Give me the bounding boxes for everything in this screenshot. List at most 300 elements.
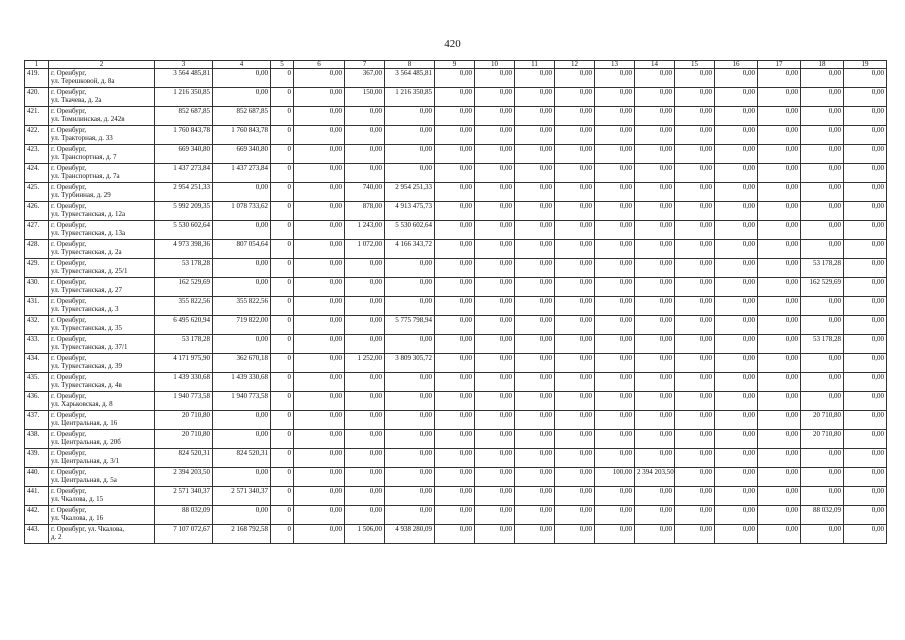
value-cell-14: 0,00 (635, 221, 675, 240)
value-cell-8: 0,00 (385, 297, 435, 316)
address-cell (49, 430, 155, 449)
value-cell-11: 0,00 (515, 183, 555, 202)
value-cell-12: 0,00 (555, 278, 595, 297)
address-line-1: г. Оренбург, (51, 430, 87, 438)
value-cell-13: 0,00 (595, 506, 635, 525)
row-number: 423. (25, 145, 49, 164)
table-body (25, 69, 887, 544)
value-cell-8: 0,00 (385, 107, 435, 126)
value-cell-19: 0,00 (844, 506, 887, 525)
table-row (25, 297, 887, 316)
value-cell-16: 0,00 (715, 392, 758, 411)
value-cell-13: 0,00 (595, 354, 635, 373)
value-cell-14: 0,00 (635, 487, 675, 506)
value-cell-10: 0,00 (475, 164, 515, 183)
value-cell-13: 0,00 (595, 525, 635, 544)
value-cell-4: 362 670,18 (213, 354, 271, 373)
value-cell-14: 0,00 (635, 449, 675, 468)
address-cell (49, 487, 155, 506)
row-number: 421. (25, 107, 49, 126)
value-cell-10: 0,00 (475, 373, 515, 392)
value-cell-9: 0,00 (435, 487, 475, 506)
table-row (25, 88, 887, 107)
value-cell-6: 0,00 (294, 221, 345, 240)
value-cell-10: 0,00 (475, 430, 515, 449)
table-row (25, 468, 887, 487)
value-cell-7: 0,00 (345, 373, 385, 392)
value-cell-12: 0,00 (555, 88, 595, 107)
value-cell-16: 0,00 (715, 107, 758, 126)
value-cell-19: 0,00 (844, 221, 887, 240)
value-cell-7: 0,00 (345, 145, 385, 164)
table-row (25, 221, 887, 240)
column-header-18: 18 (801, 61, 844, 69)
value-cell-16: 0,00 (715, 221, 758, 240)
table-row (25, 411, 887, 430)
value-cell-3: 1 437 273,84 (155, 164, 213, 183)
value-cell-9: 0,00 (435, 183, 475, 202)
address-cell (49, 278, 155, 297)
value-cell-15: 0,00 (675, 449, 715, 468)
value-cell-9: 0,00 (435, 525, 475, 544)
value-cell-7: 1 252,00 (345, 354, 385, 373)
address-line-1: г. Оренбург, (51, 468, 87, 476)
value-cell-19: 0,00 (844, 164, 887, 183)
value-cell-5: 0 (271, 88, 294, 107)
address-line-2: ул. Транспортная, д. 7 (51, 153, 117, 161)
row-number: 436. (25, 392, 49, 411)
value-cell-16: 0,00 (715, 164, 758, 183)
value-cell-7: 1 072,00 (345, 240, 385, 259)
value-cell-16: 0,00 (715, 506, 758, 525)
value-cell-10: 0,00 (475, 316, 515, 335)
address-line-2: ул. Туркестанская, д. 13а (51, 229, 126, 237)
value-cell-15: 0,00 (675, 373, 715, 392)
column-header-7: 7 (345, 61, 385, 69)
value-cell-6: 0,00 (294, 506, 345, 525)
value-cell-13: 0,00 (595, 126, 635, 145)
value-cell-4: 0,00 (213, 278, 271, 297)
value-cell-12: 0,00 (555, 240, 595, 259)
value-cell-12: 0,00 (555, 221, 595, 240)
value-cell-19: 0,00 (844, 259, 887, 278)
value-cell-19: 0,00 (844, 449, 887, 468)
value-cell-15: 0,00 (675, 392, 715, 411)
value-cell-15: 0,00 (675, 468, 715, 487)
value-cell-3: 1 216 350,85 (155, 88, 213, 107)
value-cell-18: 0,00 (801, 392, 844, 411)
value-cell-6: 0,00 (294, 487, 345, 506)
row-number: 427. (25, 221, 49, 240)
table-row (25, 240, 887, 259)
address-line-1: г. Оренбург, ул. Чкалова, (51, 525, 125, 533)
address-line-2: ул. Терешковой, д. 8а (51, 77, 115, 85)
value-cell-13: 0,00 (595, 107, 635, 126)
row-number: 442. (25, 506, 49, 525)
value-cell-8: 4 166 343,72 (385, 240, 435, 259)
value-cell-18: 0,00 (801, 373, 844, 392)
value-cell-19: 0,00 (844, 69, 887, 88)
value-cell-19: 0,00 (844, 335, 887, 354)
value-cell-6: 0,00 (294, 259, 345, 278)
value-cell-17: 0,00 (758, 88, 801, 107)
value-cell-19: 0,00 (844, 278, 887, 297)
value-cell-14: 0,00 (635, 183, 675, 202)
value-cell-16: 0,00 (715, 316, 758, 335)
value-cell-19: 0,00 (844, 411, 887, 430)
value-cell-7: 0,00 (345, 468, 385, 487)
row-number: 429. (25, 259, 49, 278)
value-cell-16: 0,00 (715, 468, 758, 487)
value-cell-7: 0,00 (345, 392, 385, 411)
value-cell-12: 0,00 (555, 69, 595, 88)
value-cell-3: 1 940 773,58 (155, 392, 213, 411)
value-cell-14: 0,00 (635, 107, 675, 126)
column-header-19: 19 (844, 61, 887, 69)
value-cell-6: 0,00 (294, 183, 345, 202)
value-cell-4: 2 571 340,37 (213, 487, 271, 506)
value-cell-15: 0,00 (675, 88, 715, 107)
value-cell-7: 0,00 (345, 411, 385, 430)
value-cell-19: 0,00 (844, 392, 887, 411)
table-row (25, 316, 887, 335)
table-row (25, 373, 887, 392)
value-cell-9: 0,00 (435, 449, 475, 468)
value-cell-17: 0,00 (758, 487, 801, 506)
address-cell (49, 392, 155, 411)
column-header-14: 14 (635, 61, 675, 69)
value-cell-8: 0,00 (385, 335, 435, 354)
value-cell-18: 0,00 (801, 525, 844, 544)
column-header-15: 15 (675, 61, 715, 69)
row-number: 434. (25, 354, 49, 373)
value-cell-12: 0,00 (555, 354, 595, 373)
value-cell-9: 0,00 (435, 145, 475, 164)
address-cell (49, 506, 155, 525)
value-cell-4: 0,00 (213, 88, 271, 107)
column-header-10: 10 (475, 61, 515, 69)
value-cell-4: 0,00 (213, 183, 271, 202)
table-row (25, 335, 887, 354)
column-header-2: 2 (49, 61, 155, 69)
address-line-1: г. Оренбург, (51, 392, 87, 400)
row-number: 441. (25, 487, 49, 506)
value-cell-6: 0,00 (294, 335, 345, 354)
value-cell-13: 0,00 (595, 297, 635, 316)
value-cell-11: 0,00 (515, 164, 555, 183)
table-row (25, 487, 887, 506)
value-cell-8: 0,00 (385, 259, 435, 278)
table-row (25, 126, 887, 145)
value-cell-6: 0,00 (294, 278, 345, 297)
value-cell-10: 0,00 (475, 411, 515, 430)
value-cell-12: 0,00 (555, 392, 595, 411)
value-cell-10: 0,00 (475, 69, 515, 88)
value-cell-5: 0 (271, 107, 294, 126)
value-cell-18: 20 710,80 (801, 430, 844, 449)
value-cell-17: 0,00 (758, 373, 801, 392)
value-cell-8: 5 775 798,94 (385, 316, 435, 335)
value-cell-18: 53 178,28 (801, 335, 844, 354)
value-cell-17: 0,00 (758, 297, 801, 316)
value-cell-8: 3 564 485,81 (385, 69, 435, 88)
value-cell-19: 0,00 (844, 487, 887, 506)
value-cell-5: 0 (271, 392, 294, 411)
value-cell-14: 2 394 203,50 (635, 468, 675, 487)
value-cell-12: 0,00 (555, 107, 595, 126)
value-cell-10: 0,00 (475, 145, 515, 164)
value-cell-6: 0,00 (294, 240, 345, 259)
value-cell-19: 0,00 (844, 126, 887, 145)
value-cell-11: 0,00 (515, 411, 555, 430)
value-cell-5: 0 (271, 278, 294, 297)
value-cell-7: 0,00 (345, 107, 385, 126)
value-cell-16: 0,00 (715, 126, 758, 145)
value-cell-15: 0,00 (675, 525, 715, 544)
page-number: 420 (444, 38, 461, 50)
value-cell-10: 0,00 (475, 88, 515, 107)
value-cell-18: 88 032,09 (801, 506, 844, 525)
value-cell-4: 0,00 (213, 69, 271, 88)
value-cell-13: 0,00 (595, 240, 635, 259)
value-cell-17: 0,00 (758, 107, 801, 126)
value-cell-7: 0,00 (345, 430, 385, 449)
value-cell-9: 0,00 (435, 335, 475, 354)
value-cell-12: 0,00 (555, 335, 595, 354)
value-cell-7: 1 243,00 (345, 221, 385, 240)
value-cell-5: 0 (271, 430, 294, 449)
value-cell-3: 20 710,80 (155, 411, 213, 430)
value-cell-7: 0,00 (345, 487, 385, 506)
value-cell-18: 0,00 (801, 240, 844, 259)
value-cell-16: 0,00 (715, 430, 758, 449)
value-cell-9: 0,00 (435, 202, 475, 221)
value-cell-10: 0,00 (475, 297, 515, 316)
row-number: 440. (25, 468, 49, 487)
value-cell-9: 0,00 (435, 373, 475, 392)
address-cell (49, 126, 155, 145)
value-cell-11: 0,00 (515, 430, 555, 449)
value-cell-3: 4 973 398,36 (155, 240, 213, 259)
value-cell-10: 0,00 (475, 392, 515, 411)
value-cell-9: 0,00 (435, 392, 475, 411)
value-cell-5: 0 (271, 487, 294, 506)
value-cell-14: 0,00 (635, 202, 675, 221)
value-cell-3: 2 394 203,50 (155, 468, 213, 487)
address-line-2: ул. Туркестанская, д. 12а (51, 210, 126, 218)
value-cell-18: 53 178,28 (801, 259, 844, 278)
value-cell-14: 0,00 (635, 506, 675, 525)
value-cell-7: 0,00 (345, 164, 385, 183)
address-line-1: г. Оренбург, (51, 164, 87, 172)
value-cell-13: 0,00 (595, 69, 635, 88)
value-cell-15: 0,00 (675, 107, 715, 126)
value-cell-15: 0,00 (675, 335, 715, 354)
value-cell-8: 0,00 (385, 449, 435, 468)
column-header-4: 4 (213, 61, 271, 69)
table-row (25, 392, 887, 411)
value-cell-5: 0 (271, 354, 294, 373)
value-cell-18: 0,00 (801, 297, 844, 316)
value-cell-4: 824 520,31 (213, 449, 271, 468)
value-cell-18: 0,00 (801, 107, 844, 126)
value-cell-16: 0,00 (715, 240, 758, 259)
value-cell-6: 0,00 (294, 468, 345, 487)
address-line-1: г. Оренбург, (51, 411, 87, 419)
value-cell-5: 0 (271, 221, 294, 240)
address-line-2: ул. Чкалова, д. 16 (51, 514, 104, 522)
value-cell-10: 0,00 (475, 240, 515, 259)
value-cell-11: 0,00 (515, 126, 555, 145)
value-cell-19: 0,00 (844, 468, 887, 487)
address-line-1: г. Оренбург, (51, 202, 87, 210)
value-cell-12: 0,00 (555, 411, 595, 430)
value-cell-7: 0,00 (345, 126, 385, 145)
value-cell-12: 0,00 (555, 145, 595, 164)
value-cell-17: 0,00 (758, 202, 801, 221)
value-cell-15: 0,00 (675, 202, 715, 221)
value-cell-7: 0,00 (345, 449, 385, 468)
value-cell-15: 0,00 (675, 221, 715, 240)
value-cell-14: 0,00 (635, 430, 675, 449)
value-cell-13: 0,00 (595, 202, 635, 221)
value-cell-4: 355 822,56 (213, 297, 271, 316)
value-cell-6: 0,00 (294, 126, 345, 145)
address-line-2: ул. Туркестанская, д. 35 (51, 324, 123, 332)
value-cell-16: 0,00 (715, 202, 758, 221)
value-cell-17: 0,00 (758, 468, 801, 487)
value-cell-16: 0,00 (715, 487, 758, 506)
value-cell-15: 0,00 (675, 145, 715, 164)
value-cell-17: 0,00 (758, 145, 801, 164)
value-cell-5: 0 (271, 259, 294, 278)
address-cell (49, 449, 155, 468)
address-line-2: ул. Транспортная, д. 7а (51, 172, 120, 180)
value-cell-3: 7 107 072,67 (155, 525, 213, 544)
table-row (25, 430, 887, 449)
row-number: 428. (25, 240, 49, 259)
value-cell-9: 0,00 (435, 316, 475, 335)
value-cell-5: 0 (271, 183, 294, 202)
address-line-2: ул. Томилинская, д. 242в (51, 115, 125, 123)
value-cell-5: 0 (271, 468, 294, 487)
value-cell-3: 2 954 251,33 (155, 183, 213, 202)
value-cell-14: 0,00 (635, 373, 675, 392)
value-cell-4: 1 439 330,68 (213, 373, 271, 392)
value-cell-15: 0,00 (675, 164, 715, 183)
value-cell-14: 0,00 (635, 88, 675, 107)
value-cell-10: 0,00 (475, 354, 515, 373)
value-cell-16: 0,00 (715, 278, 758, 297)
address-line-1: г. Оренбург, (51, 297, 87, 305)
value-cell-9: 0,00 (435, 107, 475, 126)
value-cell-6: 0,00 (294, 430, 345, 449)
address-cell (49, 202, 155, 221)
value-cell-12: 0,00 (555, 506, 595, 525)
value-cell-5: 0 (271, 69, 294, 88)
value-cell-10: 0,00 (475, 278, 515, 297)
value-cell-19: 0,00 (844, 107, 887, 126)
value-cell-3: 852 687,85 (155, 107, 213, 126)
value-cell-11: 0,00 (515, 107, 555, 126)
value-cell-3: 1 439 330,68 (155, 373, 213, 392)
table-row (25, 525, 887, 544)
value-cell-10: 0,00 (475, 335, 515, 354)
value-cell-3: 5 992 209,35 (155, 202, 213, 221)
value-cell-14: 0,00 (635, 278, 675, 297)
value-cell-9: 0,00 (435, 259, 475, 278)
address-line-2: ул. Туркестанская, д. 3 (51, 305, 119, 313)
address-line-2: ул. Центральная, д. 16 (51, 419, 118, 427)
value-cell-14: 0,00 (635, 259, 675, 278)
value-cell-18: 0,00 (801, 69, 844, 88)
value-cell-4: 0,00 (213, 506, 271, 525)
value-cell-16: 0,00 (715, 183, 758, 202)
address-cell (49, 164, 155, 183)
column-header-1: 1 (25, 61, 49, 69)
value-cell-17: 0,00 (758, 126, 801, 145)
value-cell-16: 0,00 (715, 411, 758, 430)
address-cell (49, 259, 155, 278)
value-cell-4: 0,00 (213, 335, 271, 354)
value-cell-3: 669 340,80 (155, 145, 213, 164)
value-cell-13: 0,00 (595, 88, 635, 107)
value-cell-4: 2 168 792,58 (213, 525, 271, 544)
value-cell-6: 0,00 (294, 88, 345, 107)
value-cell-15: 0,00 (675, 183, 715, 202)
value-cell-11: 0,00 (515, 297, 555, 316)
value-cell-7: 367,00 (345, 69, 385, 88)
address-line-1: г. Оренбург, (51, 259, 87, 267)
address-cell (49, 183, 155, 202)
address-cell (49, 525, 155, 544)
address-line-1: г. Оренбург, (51, 88, 87, 96)
address-cell (49, 468, 155, 487)
value-cell-13: 100,00 (595, 468, 635, 487)
data-table (24, 60, 887, 544)
value-cell-7: 0,00 (345, 259, 385, 278)
value-cell-17: 0,00 (758, 164, 801, 183)
address-line-2: ул. Чкалова, д. 15 (51, 495, 104, 503)
value-cell-17: 0,00 (758, 506, 801, 525)
value-cell-16: 0,00 (715, 145, 758, 164)
value-cell-6: 0,00 (294, 373, 345, 392)
value-cell-12: 0,00 (555, 449, 595, 468)
value-cell-9: 0,00 (435, 506, 475, 525)
value-cell-4: 852 687,85 (213, 107, 271, 126)
value-cell-15: 0,00 (675, 487, 715, 506)
value-cell-17: 0,00 (758, 392, 801, 411)
column-header-16: 16 (715, 61, 758, 69)
value-cell-19: 0,00 (844, 354, 887, 373)
address-line-2: ул. Турбинная, д. 29 (51, 191, 111, 199)
value-cell-14: 0,00 (635, 126, 675, 145)
column-header-6: 6 (294, 61, 345, 69)
value-cell-6: 0,00 (294, 202, 345, 221)
value-cell-6: 0,00 (294, 316, 345, 335)
address-line-1: г. Оренбург, (51, 449, 87, 457)
value-cell-6: 0,00 (294, 411, 345, 430)
value-cell-11: 0,00 (515, 468, 555, 487)
value-cell-5: 0 (271, 411, 294, 430)
value-cell-15: 0,00 (675, 278, 715, 297)
value-cell-9: 0,00 (435, 240, 475, 259)
value-cell-14: 0,00 (635, 145, 675, 164)
value-cell-15: 0,00 (675, 240, 715, 259)
value-cell-18: 0,00 (801, 88, 844, 107)
value-cell-14: 0,00 (635, 335, 675, 354)
table-row (25, 69, 887, 88)
